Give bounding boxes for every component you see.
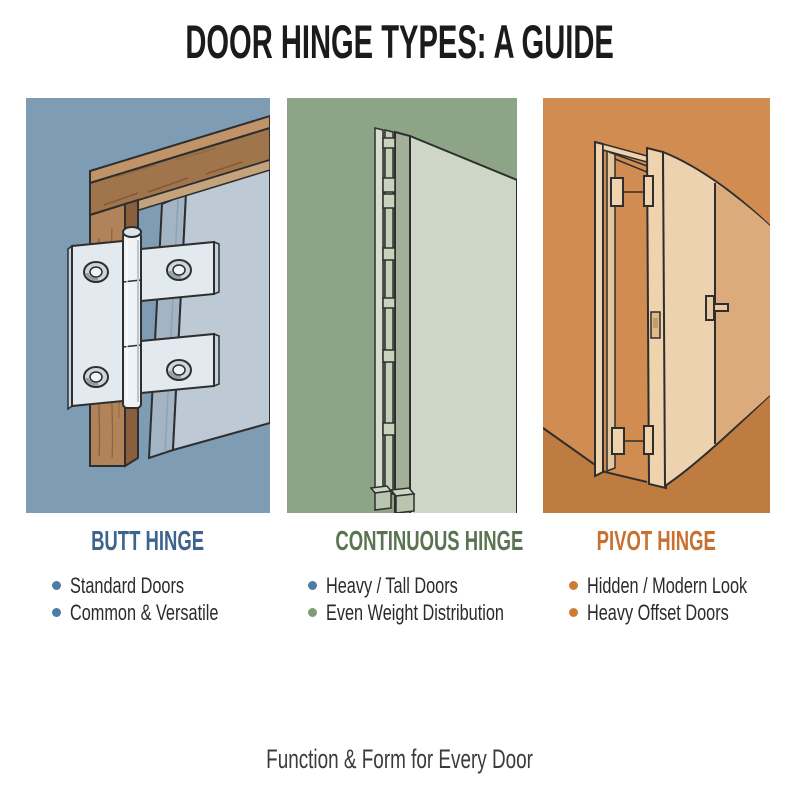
panel-butt-hinge xyxy=(26,98,270,626)
bullet-text: Heavy Offset Doors xyxy=(587,599,729,625)
page-title xyxy=(0,0,800,68)
screw-hole xyxy=(167,360,191,380)
continuous-hinge-bullets xyxy=(287,572,517,626)
panel-continuous-hinge xyxy=(287,98,524,626)
hinge-barrel xyxy=(123,227,141,408)
hinge-knuckle xyxy=(383,138,395,148)
bullet-item xyxy=(308,599,517,626)
continuous-hinge-illustration xyxy=(287,98,517,513)
page-title-text: DOOR HINGE TYPES: A GUIDE xyxy=(185,15,615,68)
continuous-hinge-heading-text: CONTINUOUS HINGE xyxy=(335,525,524,556)
bullet-item xyxy=(569,599,770,626)
hinge-knuckle xyxy=(383,194,395,208)
hinge-knuckle xyxy=(383,298,395,308)
hinge-knuckle xyxy=(383,178,395,192)
screw-hole xyxy=(84,262,108,282)
door-jamb xyxy=(375,128,383,490)
butt-hinge-heading xyxy=(26,525,270,557)
pivot-hinge-art xyxy=(543,98,770,513)
bullet-text: Heavy / Tall Doors xyxy=(326,572,458,598)
continuous-hinge-strip xyxy=(383,130,395,494)
bullet-text: Hidden / Modern Look xyxy=(587,572,748,598)
butt-hinge-illustration xyxy=(26,98,270,513)
bullet-dot xyxy=(308,608,317,617)
butt-hinge-bullets xyxy=(26,572,270,626)
top-pivot-bracket xyxy=(611,176,653,206)
bullet-dot xyxy=(569,581,578,590)
pivot-hinge-illustration xyxy=(543,98,770,513)
panel-pivot-hinge xyxy=(543,98,770,626)
bullet-dot xyxy=(52,581,61,590)
bullet-item xyxy=(52,599,270,626)
bullet-text: Common & Versatile xyxy=(70,599,219,625)
bullet-item xyxy=(308,572,517,599)
bullet-dot xyxy=(569,608,578,617)
door-latch xyxy=(651,312,660,338)
continuous-hinge-heading xyxy=(287,525,524,557)
bullet-dot xyxy=(308,581,317,590)
tagline xyxy=(0,744,800,775)
pivot-hinge-heading-text: PIVOT HINGE xyxy=(596,525,717,556)
bullet-text: Standard Doors xyxy=(70,572,185,598)
bottom-end-caps xyxy=(371,486,414,513)
bullet-item xyxy=(52,572,270,599)
door-slab xyxy=(395,132,517,513)
bullet-dot xyxy=(52,608,61,617)
butt-hinge-heading-text: BUTT HINGE xyxy=(91,525,205,556)
bottom-pivot-bracket xyxy=(612,426,653,454)
screw-hole xyxy=(84,367,108,387)
butt-hinge-art xyxy=(26,98,270,513)
hinge-knuckle xyxy=(383,248,395,260)
bullet-item xyxy=(569,572,770,599)
hinge-knuckle xyxy=(383,423,395,435)
bullet-text: Even Weight Distribution xyxy=(326,599,504,625)
panels-row xyxy=(26,98,800,626)
tagline-text: Function & Form for Every Door xyxy=(266,744,534,774)
door-slab xyxy=(149,166,270,458)
screw-hole xyxy=(167,260,191,280)
pivot-hinge-heading xyxy=(543,525,770,557)
continuous-hinge-art xyxy=(287,98,517,513)
hinge-knuckle xyxy=(383,350,395,362)
pivot-hinge-bullets xyxy=(543,572,770,626)
